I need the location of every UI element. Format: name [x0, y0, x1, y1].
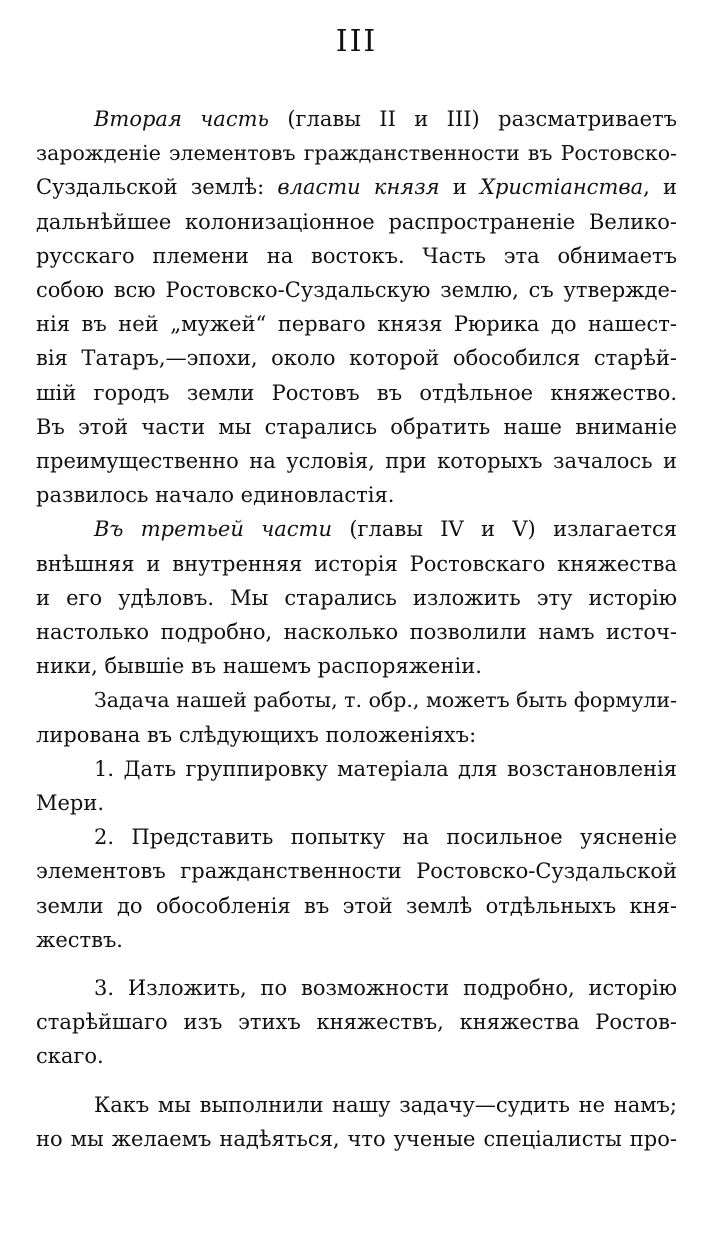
- text-line: Задача нашей работы, т. обр., можетъ быть формули-: [94, 688, 677, 713]
- text-line: элементовъ гражданственности Ростовско-Суздальской: [36, 859, 677, 884]
- text-line: земли до обособленія въ этой землѣ отдѣльныхъ кня-: [36, 893, 677, 918]
- text-line: 3. Изложить, по возможности подробно, исторію: [94, 976, 677, 1001]
- text-line: жествъ.: [36, 927, 123, 952]
- text-span: (главы IV и V) излагается: [331, 517, 677, 542]
- text-span: , и: [643, 175, 677, 200]
- paragraph-task: [36, 683, 677, 751]
- text-line: 1. Дать группировку матеріала для возстановленія: [94, 756, 677, 781]
- paragraph-item-1: [36, 752, 677, 820]
- text-line: Въ этой части мы старались обратить наше вниманіе: [36, 414, 677, 439]
- italic-phrase: Христіанства: [480, 175, 644, 200]
- spacer: [36, 1074, 677, 1088]
- text-line: но мы желаемъ надѣяться, что ученые спеціалисты про-: [36, 1126, 677, 1151]
- paragraph-second-part: [36, 102, 677, 512]
- spacer: [36, 957, 677, 971]
- italic-phrase: власти князя: [277, 175, 440, 200]
- text-line: дальнѣйшее колонизаціонное распространеніе Велико-: [36, 209, 677, 234]
- text-line: шій городъ земли Ростовъ въ отдѣльное княжество.: [36, 380, 677, 405]
- text-line: ники, бывшіе въ нашемъ распоряженіи.: [36, 654, 482, 679]
- text-line: Какъ мы выполнили нашу задачу—судить не намъ;: [94, 1092, 677, 1117]
- text-line: Мери.: [36, 791, 105, 816]
- text-line: зарожденіе элементовъ гражданственности въ Ростовско-: [36, 141, 677, 166]
- paragraph-conclusion: [36, 1088, 677, 1156]
- italic-phrase: Въ третьей части: [94, 517, 332, 542]
- text-line: русскаго племени на востокъ. Часть эта обнимаетъ: [36, 243, 677, 268]
- text-line: преимущественно на условія, при которыхъ зачалось и: [36, 449, 677, 474]
- text-line: лирована въ слѣдующихъ положеніяхъ:: [36, 722, 477, 747]
- text-span: Суздальской землѣ:: [36, 175, 278, 200]
- text-line: [36, 512, 677, 546]
- text-line: [36, 170, 677, 204]
- text-line: внѣшняя и внутренняя исторія Ростовскаго княжества: [36, 551, 677, 576]
- text-span: (главы II и III) разсматриваетъ: [268, 107, 677, 131]
- paragraph-item-3: [36, 971, 677, 1074]
- text-span: и: [439, 175, 481, 200]
- text-line: настолько подробно, насколько позволили намъ источ-: [36, 620, 677, 645]
- italic-phrase: Вторая часть: [94, 107, 269, 131]
- page: [36, 22, 677, 1156]
- text-line: 2. Представить попытку на посильное уясненіе: [94, 825, 677, 850]
- text-line: и его удѣловъ. Мы старались изложить эту исторію: [36, 585, 677, 610]
- paragraph-third-part: [36, 512, 677, 683]
- text-line: старѣйшаго изъ этихъ княжествъ, княжества Ростов-: [36, 1010, 677, 1035]
- text-line: собою всю Ростовско-Суздальскую землю, съ утвержде-: [36, 278, 677, 303]
- text-line: нія въ ней „мужей“ перваго князя Рюрика до нашест-: [36, 312, 677, 337]
- text-line: скаго.: [36, 1044, 104, 1069]
- text-line: вія Татаръ,—эпохи, около которой обособился старѣй-: [36, 346, 677, 371]
- text-line: развилось начало единовластія.: [36, 483, 395, 508]
- paragraph-item-2: [36, 820, 677, 957]
- text-line: [36, 102, 677, 136]
- page-number: III: [335, 24, 378, 59]
